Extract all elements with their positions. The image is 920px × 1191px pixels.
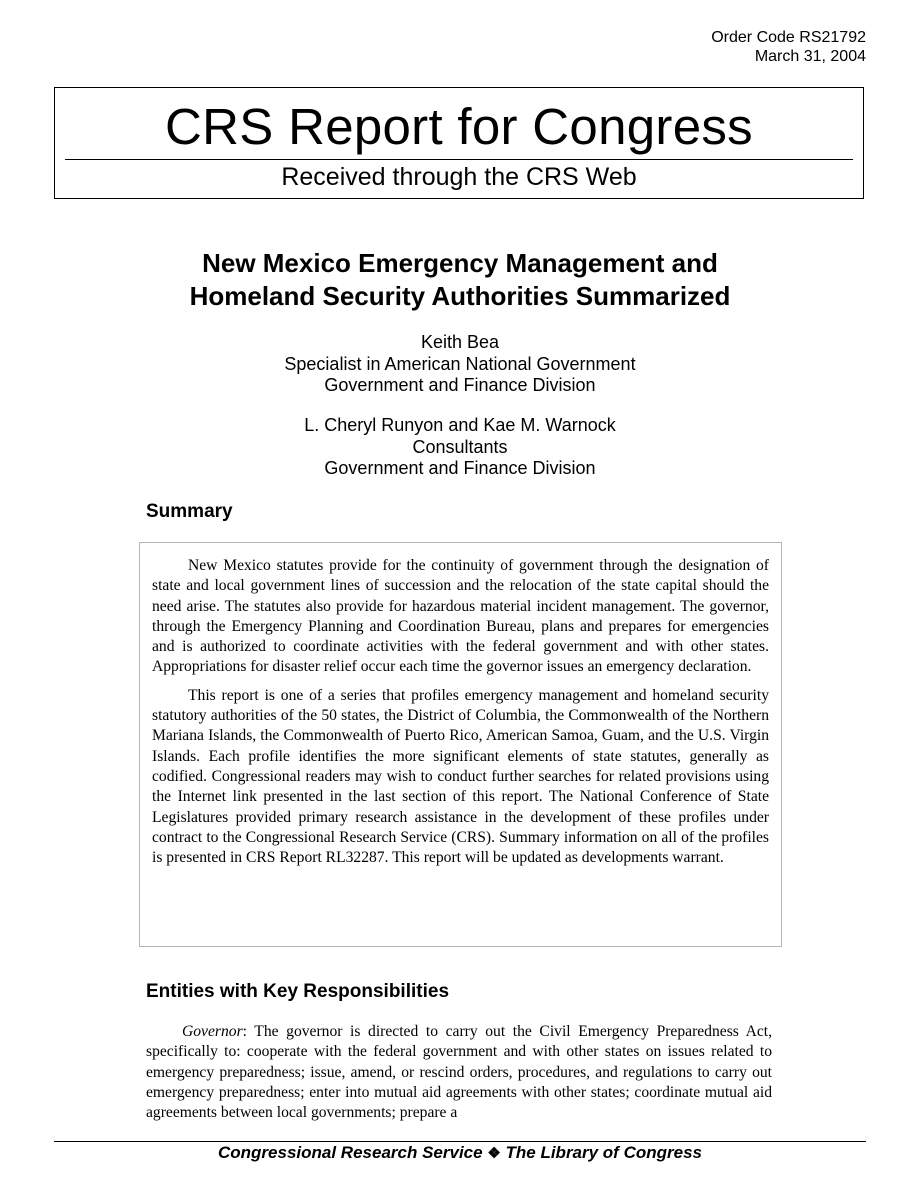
author-name: L. Cheryl Runyon and Kae M. Warnock	[304, 415, 616, 435]
order-code-block	[711, 28, 866, 66]
governor-text: : The governor is directed to carry out the Civil Emergency Preparedness Act, specifically to: cooperate with the federal government and with other states on issues related to emergency preparedness; issue, amend, or rescind orders, procedures, and regulations to carry out emergency preparedness; enter into mutual aid agreements with other states; coordinate mutual aid agreements between local governments; prepare a	[146, 1023, 772, 1122]
summary-paragraph: This report is one of a series that profiles emergency management and homeland security statutory authorities of the 50 states, the District of Columbia, the Commonwealth of the Northern Mariana Islands, the Commonwealth of Puerto Rico, American Samoa, Guam, and the U.S. Virgin Islands. Each profile identifies the more significant elements of state statutes, generally as codified. Congressional readers may wish to conduct further searches for related provisions using the Internet link presented in the last section of this report. The National Conference of State Legislatures provided primary research assistance in the development of these profiles under contract to the Congressional Research Service (CRS). Summary information on all of the profiles is presented in CRS Report RL32287. This report will be updated as developments warrant.	[152, 686, 769, 867]
header-divider	[65, 159, 853, 160]
report-date: March 31, 2004	[754, 48, 866, 65]
footer	[0, 1143, 920, 1164]
report-title	[0, 247, 920, 313]
author-division: Government and Finance Division	[324, 458, 596, 478]
report-title-line-2: Homeland Security Authorities Summarized	[189, 281, 731, 311]
summary-paragraph: New Mexico statutes provide for the continuity of government through the designation of state and local government lines of succession and the relocation of the state capital should the need arise. The statutes also provide for hazardous material incident management. The governor, through the Emergency Planning and Coordination Bureau, plans and prepares for emergencies and is authorized to coordinate activities with the federal government and with other states. Appropriations for disaster relief occur each time the governor issues an emergency declaration.	[152, 557, 769, 676]
diamond-icon: ❖	[487, 1145, 501, 1162]
report-title-line-1: New Mexico Emergency Management and	[202, 248, 718, 278]
header-title: CRS Report for Congress	[165, 98, 753, 155]
author-block-2	[0, 415, 920, 480]
summary-box	[139, 542, 782, 947]
summary-heading: Summary	[146, 501, 233, 522]
order-code: Order Code RS21792	[711, 29, 866, 46]
author-title: Consultants	[412, 436, 508, 457]
governor-paragraph	[146, 1022, 772, 1123]
author-block-1	[0, 332, 920, 397]
governor-term: Governor	[182, 1023, 243, 1040]
footer-left: Congressional Research Service	[218, 1143, 483, 1162]
header-subtitle: Received through the CRS Web	[281, 163, 637, 191]
author-division: Government and Finance Division	[324, 375, 596, 395]
footer-divider	[54, 1141, 866, 1142]
author-title: Specialist in American National Government	[284, 353, 636, 374]
report-header-box	[54, 87, 864, 199]
footer-right: The Library of Congress	[505, 1143, 702, 1162]
author-name: Keith Bea	[420, 332, 500, 352]
entities-heading: Entities with Key Responsibilities	[146, 981, 450, 1002]
